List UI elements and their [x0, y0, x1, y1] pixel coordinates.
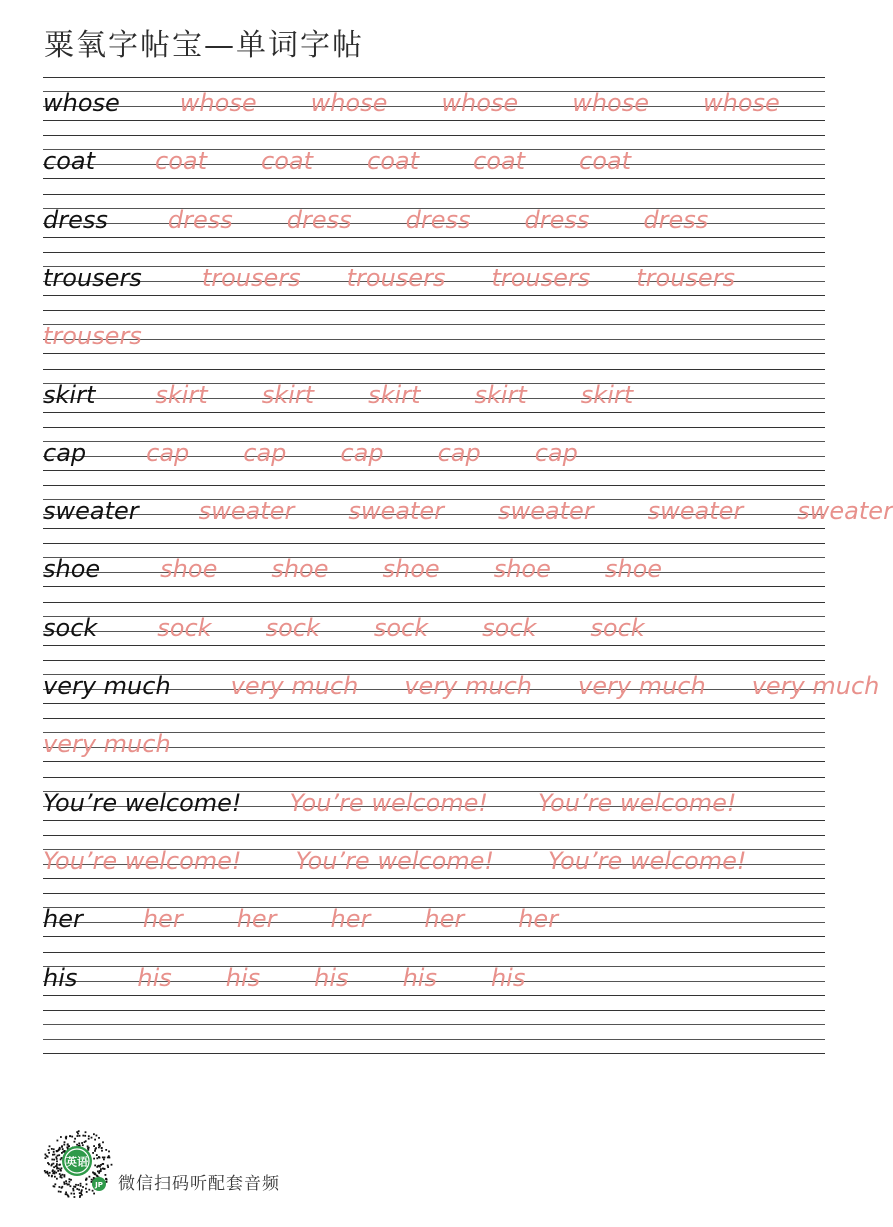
row-words — [43, 83, 825, 117]
trace-word: sweater — [497, 497, 594, 525]
practice-row — [43, 835, 825, 880]
trace-word: his — [402, 964, 437, 992]
model-word: her — [43, 905, 83, 933]
trace-word: coat — [155, 147, 207, 175]
guide-line — [43, 586, 825, 587]
row-words — [43, 841, 825, 875]
guide-line — [43, 77, 825, 78]
qr-corner-label: JP — [95, 1181, 103, 1189]
trace-word: dress — [405, 206, 471, 234]
trace-word: skirt — [474, 381, 527, 409]
practice-row — [43, 543, 825, 588]
trace-word: trousers — [346, 264, 446, 292]
trace-word: coat — [473, 147, 525, 175]
guide-line — [43, 777, 825, 778]
model-word: cap — [43, 439, 87, 467]
footer — [42, 1128, 442, 1198]
trace-word: his — [490, 964, 526, 992]
practice-row — [43, 369, 825, 414]
trace-word: You’re welcome! — [548, 847, 747, 875]
guide-line — [43, 820, 825, 821]
trace-word: cap — [340, 439, 384, 467]
practice-row — [43, 252, 825, 297]
scan-instruction-text: 微信扫码听配套音频 — [118, 1174, 280, 1194]
qr-badge-label: 英语 — [66, 1155, 88, 1169]
trace-word: dress — [167, 206, 233, 234]
row-words — [43, 258, 825, 292]
trace-word: very much — [230, 672, 359, 700]
guide-line — [43, 703, 825, 704]
guide-line — [43, 761, 825, 762]
practice-row — [43, 485, 893, 530]
trace-word: her — [330, 905, 371, 933]
guide-line — [43, 369, 825, 370]
trace-word: cap — [146, 439, 190, 467]
trace-word: sweater — [647, 497, 744, 525]
trace-word: her — [236, 905, 277, 933]
guide-line — [43, 936, 825, 937]
model-word: his — [43, 964, 78, 992]
guide-line — [43, 528, 825, 529]
trace-word: trousers — [636, 264, 736, 292]
trace-word: coat — [261, 147, 313, 175]
guide-line — [43, 427, 825, 428]
guide-line — [43, 470, 825, 471]
guide-line — [43, 602, 825, 603]
trace-word: her — [142, 905, 183, 933]
trace-word: You’re welcome! — [289, 789, 489, 817]
trace-word: sock — [482, 614, 537, 642]
trace-word: cap — [437, 439, 481, 467]
trace-word: shoe — [604, 555, 663, 583]
trace-word: her — [424, 905, 465, 933]
model-word: You’re welcome! — [43, 789, 242, 817]
guide-line — [43, 1010, 825, 1011]
guide-line — [43, 412, 825, 413]
trace-word: cap — [534, 439, 578, 467]
trace-word: his — [225, 964, 261, 992]
trace-word: You’re welcome! — [43, 847, 242, 875]
trace-word: whose — [179, 89, 257, 117]
trace-word: whose — [441, 89, 519, 117]
trace-word: You’re welcome! — [295, 847, 495, 875]
trace-word: his — [314, 964, 349, 992]
trace-word: very much — [751, 672, 880, 700]
page-title: 粟氧字帖宝—单词字帖 — [44, 28, 364, 63]
trace-word: her — [518, 905, 559, 933]
qr-code-icon[interactable] — [42, 1128, 112, 1198]
model-word: sock — [43, 614, 98, 642]
trace-word: shoe — [382, 555, 440, 583]
row-words — [43, 899, 825, 933]
row-words — [43, 1016, 825, 1050]
row-words — [43, 549, 825, 583]
guide-line — [43, 878, 825, 879]
guide-line — [43, 660, 825, 661]
practice-row — [43, 952, 825, 997]
practice-row — [43, 777, 825, 822]
guide-line — [43, 135, 825, 136]
trace-word: whose — [572, 89, 649, 117]
guide-line — [43, 120, 825, 121]
trace-word: You’re welcome! — [538, 789, 737, 817]
model-word: skirt — [43, 381, 96, 409]
guide-line — [43, 835, 825, 836]
trace-word: dress — [643, 206, 709, 234]
guide-line — [43, 952, 825, 953]
trace-word: cap — [243, 439, 287, 467]
trace-word: whose — [310, 89, 388, 117]
guide-line — [43, 295, 825, 296]
trace-word: sweater — [198, 497, 295, 525]
guide-line — [43, 995, 825, 996]
trace-word: dress — [524, 206, 590, 234]
guide-line — [43, 252, 825, 253]
trace-word: skirt — [155, 381, 208, 409]
row-words — [43, 958, 825, 992]
trace-word: trousers — [201, 264, 301, 292]
guide-line — [43, 353, 825, 354]
trace-word: dress — [286, 206, 352, 234]
practice-row — [43, 718, 825, 763]
trace-word: shoe — [271, 555, 329, 583]
trace-word: very much — [578, 672, 706, 700]
row-words — [43, 666, 880, 700]
trace-word: coat — [367, 147, 419, 175]
model-word: very much — [43, 672, 171, 700]
trace-word: whose — [702, 89, 780, 117]
trace-word: skirt — [261, 381, 315, 409]
guide-line — [43, 718, 825, 719]
guide-line — [43, 645, 825, 646]
row-words — [43, 783, 825, 817]
trace-word: skirt — [368, 381, 421, 409]
trace-word: trousers — [43, 322, 142, 350]
model-word: coat — [43, 147, 95, 175]
guide-line — [43, 893, 825, 894]
practice-row — [43, 893, 825, 938]
guide-line — [43, 543, 825, 544]
trace-word: shoe — [160, 555, 218, 583]
trace-word: very much — [43, 730, 171, 758]
practice-row — [43, 310, 825, 355]
practice-row — [43, 1010, 825, 1055]
trace-word: trousers — [491, 264, 591, 292]
guide-line — [43, 485, 825, 486]
practice-row — [43, 135, 825, 180]
row-words — [43, 375, 825, 409]
guide-line — [43, 310, 825, 311]
trace-word: sweater — [797, 497, 893, 525]
guide-line — [43, 1053, 825, 1054]
trace-word: his — [137, 964, 172, 992]
guide-line — [43, 194, 825, 195]
row-words — [43, 200, 825, 234]
practice-row — [43, 660, 880, 705]
model-word: trousers — [43, 264, 142, 292]
model-word: dress — [43, 206, 108, 234]
row-words — [43, 433, 825, 467]
practice-row — [43, 602, 825, 647]
practice-row — [43, 77, 825, 122]
trace-word: sock — [373, 614, 429, 642]
row-words — [43, 316, 825, 350]
model-word: shoe — [43, 555, 101, 583]
guide-line — [43, 178, 825, 179]
trace-word: sweater — [348, 497, 444, 525]
row-words — [43, 141, 825, 175]
trace-word: sock — [157, 614, 212, 642]
row-words — [43, 491, 893, 525]
model-word: whose — [43, 89, 120, 117]
trace-word: shoe — [493, 555, 551, 583]
trace-word: sock — [590, 614, 645, 642]
row-words — [43, 608, 825, 642]
practice-row — [43, 427, 825, 472]
trace-word: skirt — [580, 381, 634, 409]
trace-word: sock — [265, 614, 320, 642]
practice-row — [43, 194, 825, 239]
guide-line — [43, 237, 825, 238]
row-words — [43, 724, 825, 758]
model-word: sweater — [43, 497, 139, 525]
trace-word: coat — [579, 147, 631, 175]
trace-word: very much — [404, 672, 533, 700]
